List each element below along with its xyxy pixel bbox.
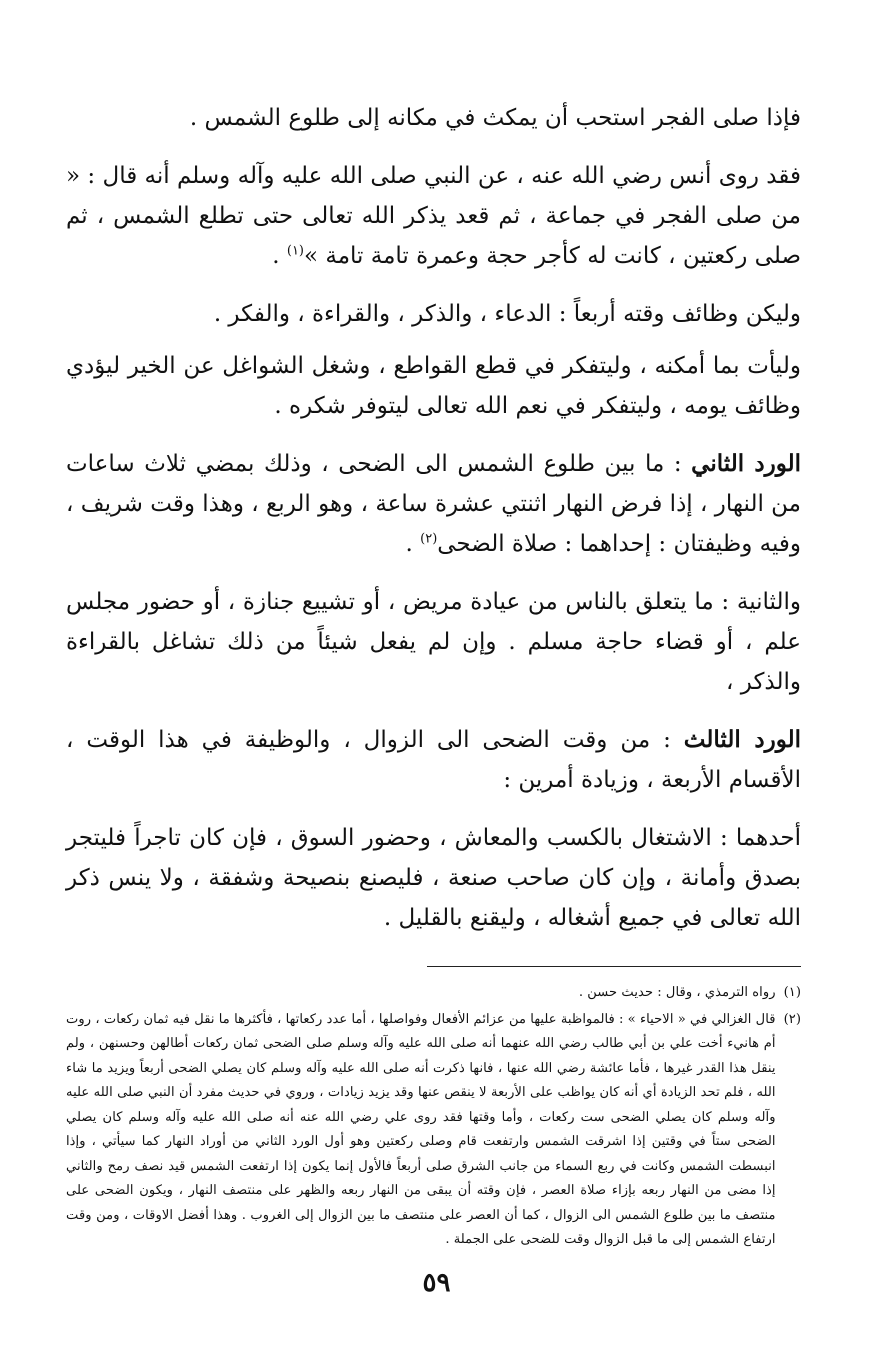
- paragraph: [66, 156, 801, 276]
- paragraph-text: فقد روى أنس رضي الله عنه ، عن النبي صلى الله عليه وآله وسلم أنه قال : « من صلى الفجر في جماعة ، ثم قعد يذكر الله تعالى حتى تطلع الشمس ، ثم صلى ركعتين ، كانت له كأجر حجة وعمرة تامة تامة »: [66, 163, 801, 269]
- footnotes: [66, 981, 801, 1253]
- paragraph: [66, 346, 801, 426]
- paragraph-text: والثانية : ما يتعلق بالناس من عيادة مريض ، أو تشييع جنازة ، أو حضور مجلس علم ، أو قضاء حاجة مسلم . وإن لم يفعل شيئاً من ذلك تشاغل بالقراءة والذكر ،: [66, 589, 801, 695]
- footnote: [66, 1008, 801, 1253]
- paragraph: [66, 720, 801, 800]
- footnote-text: قال الغزالي في « الاحياء » : فالمواظبة عليها من عزائم الأفعال وفواصلها ، أما عدد ركعاتها ، فأكثرها ما نقل فيه ثمان ركعات ، روت أم هانيء أخت علي بن أبي طالب رضي الله عنهما أنه صلى الله عليه وآله وسلم صلى الضحى ثمان ركعات أطالهن وحسنهن ، ولم ينقل هذا القدر غيرها ، فأما عائشة رضي الله عنها ، فانها ذكرت أنه صلى الله عليه وآله وسلم كان يصلي الضحى أربعاً ويزيد ما شاء الله ، فلم تحد الزيادة أي أنه كان يواظب على الأربعة لا ينقص عنها وقد يزيد زيادات ، وروي في حديث مفرد أن النبي صلى الله عليه وآله وسلم كان يصلي الضحى ست ركعات ، وأما وقتها فقد روى علي رضي الله عنه أنه صلى الله عليه وآله وسلم كان يصلي الضحى ستاً في وقتين إذا اشرقت الشمس وارتفعت قام وصلى ركعتين وهو أول الورد الثاني من أوراد النهار كما سيأتي ، وإذا انبسطت الشمس وكانت في ربع السماء من جانب الشرق صلى أربعاً فالأول إنما يكون إذا ارتفعت الشمس قيد نصف رمح والثاني إذا مضى من النهار ربعه بإزاء صلاة العصر ، فإن وقته أن يبقى من النهار ربعه والظهر على منتصف النهار ، ويكون الضحى على منتصف ما بين طلوع الشمس الى الزوال ، كما أن العصر على منتصف ما بين الزوال إلى الغروب . وهذا أفضل الاوقات ، ومن وقت ارتفاع الشمس إلى ما قبل الزوال وقت للضحى على الجملة .: [66, 1011, 776, 1247]
- footnote-separator: [427, 966, 801, 967]
- footnote: [66, 981, 801, 1006]
- footnote-reference[interactable]: (٢): [420, 531, 438, 547]
- paragraph-text-end: .: [405, 531, 421, 557]
- paragraph-text: وليأت بما أمكنه ، وليتفكر في قطع القواطع ، وشغل الشواغل عن الخير ليؤدي وظائف يومه ، وليتفكر في نعم الله تعالى ليتوفر شكره .: [66, 353, 801, 419]
- page-number: ٥٩: [422, 1268, 451, 1298]
- footnote-number: (١): [783, 985, 801, 1000]
- footnote-number: (٢): [783, 1011, 801, 1027]
- footnote-reference[interactable]: (١): [286, 243, 304, 259]
- paragraph-text: وليكن وظائف وقته أربعاً : الدعاء ، والذكر ، والقراءة ، والفكر .: [213, 301, 801, 327]
- main-text: [66, 98, 801, 938]
- section-heading: الورد الثاني: [691, 450, 801, 477]
- paragraph: [66, 98, 801, 138]
- footnote-text: رواه الترمذي ، وقال : حديث حسن .: [578, 985, 776, 1000]
- paragraph-text: : من وقت الضحى الى الزوال ، والوظيفة في هذا الوقت ، الأقسام الأربعة ، وزيادة أمرين :: [66, 727, 801, 793]
- paragraph: [66, 294, 801, 334]
- paragraph: [66, 818, 801, 938]
- paragraph-text-end: .: [272, 243, 287, 269]
- paragraph-text: : ما بين طلوع الشمس الى الضحى ، وذلك بمضي ثلاث ساعات من النهار ، إذا فرض النهار اثنتي عشرة ساعة ، وهو الربع ، وهذا وقت شريف ، وفيه وظيفتان : إحداهما : صلاة الضحى: [66, 451, 801, 557]
- paragraph-text: فإذا صلى الفجر استحب أن يمكث في مكانه إلى طلوع الشمس .: [189, 105, 801, 131]
- section-heading: الورد الثالث: [683, 726, 801, 753]
- paragraph: [66, 444, 801, 564]
- paragraph-text: أحدهما : الاشتغال بالكسب والمعاش ، وحضور السوق ، فإن كان تاجراً فليتجر بصدق وأمانة ، وإن كان صاحب صنعة ، فليصنع بنصيحة وشفقة ، ولا ينس ذكر الله تعالى في جميع أشغاله ، وليقنع بالقليل .: [66, 825, 801, 931]
- paragraph: [66, 582, 801, 702]
